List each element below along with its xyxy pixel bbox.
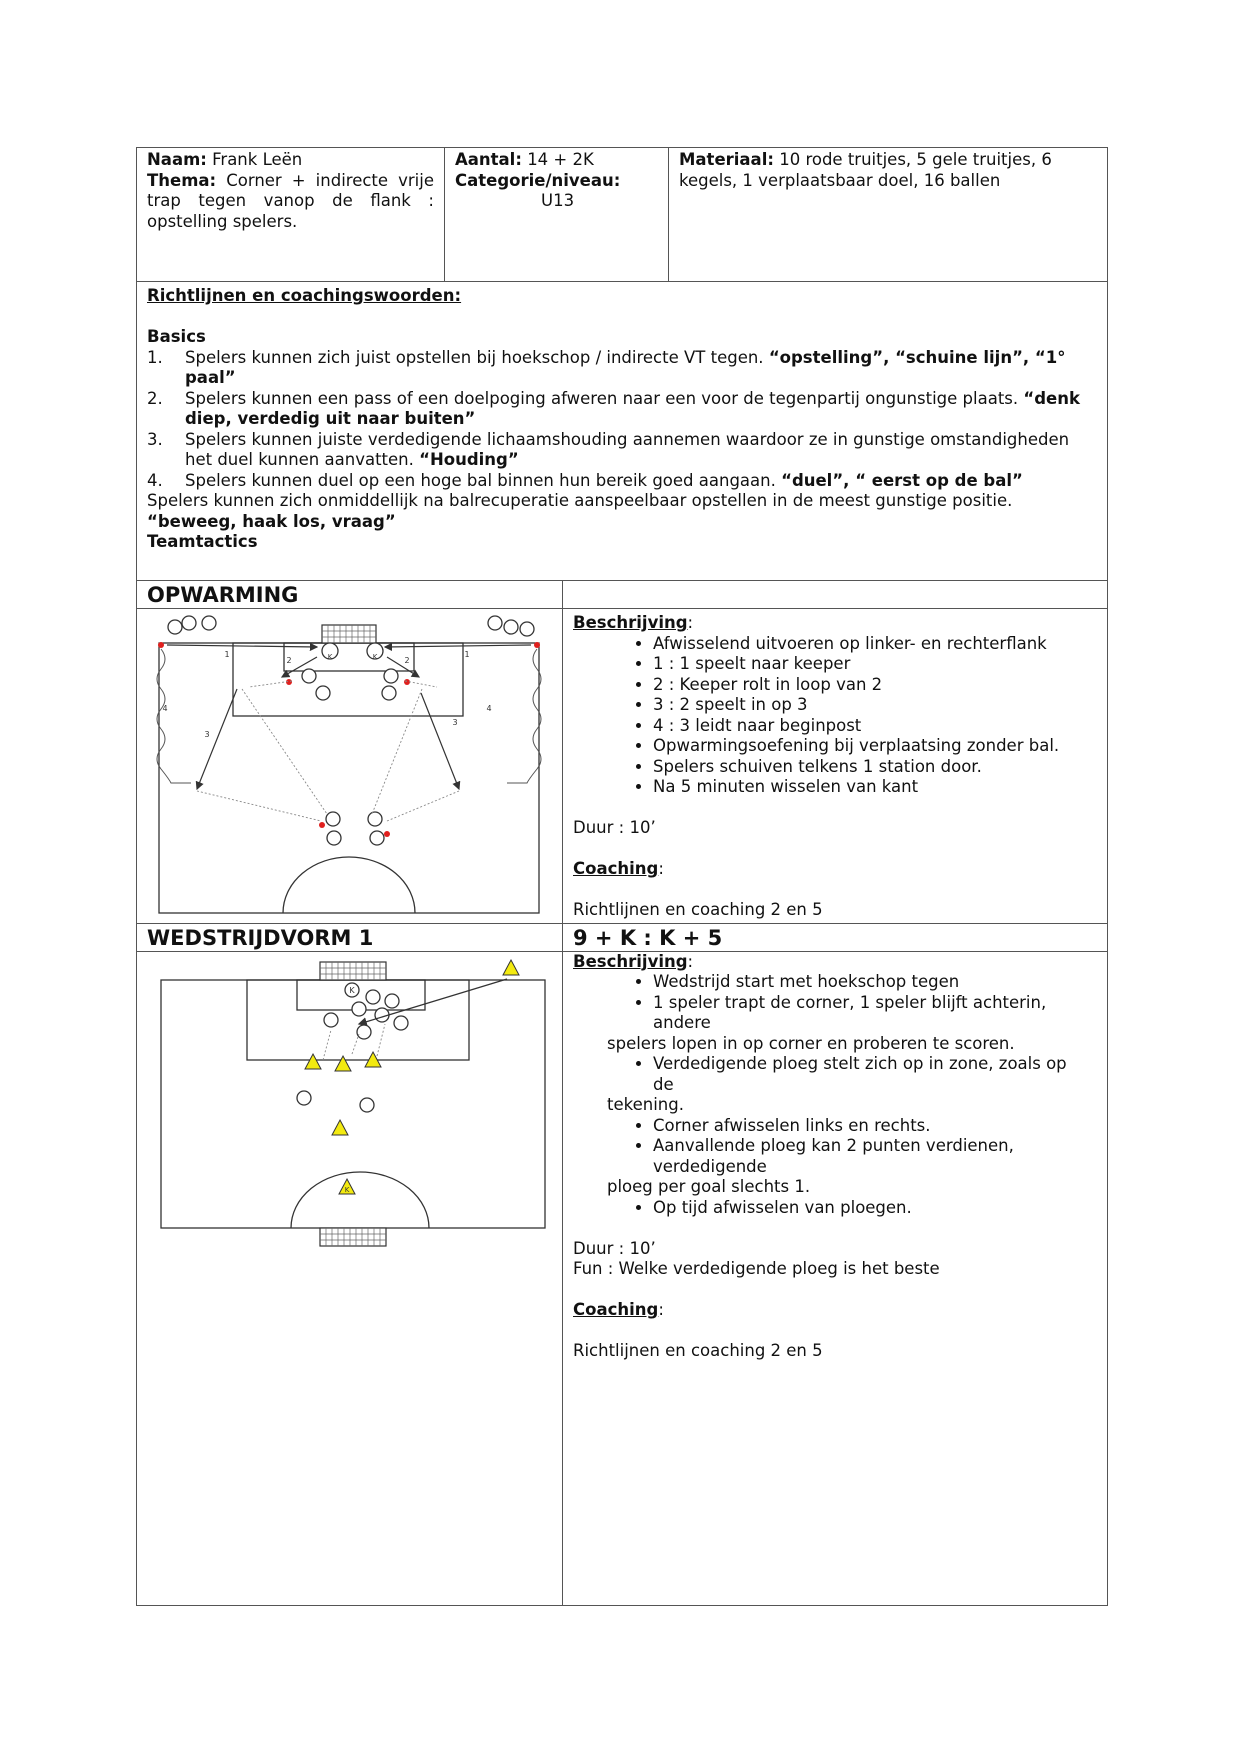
- wedstrijdvorm-fun: Fun : Welke verdedigende ploeg is het beste: [573, 1259, 940, 1278]
- opwarming-duur: Duur : 10’: [573, 818, 656, 837]
- wedstrijdvorm-bullets: [593, 972, 1097, 1034]
- list-item: • 4 : 3 leidt naar beginpost: [653, 716, 1097, 737]
- goal-net-icon: [320, 1228, 386, 1246]
- list-item: • Verdedigende ploeg stelt zich op in zone, zoals op de: [653, 1054, 1097, 1095]
- svg-text:2: 2: [286, 656, 292, 665]
- list-item: • Wedstrijd start met hoekschop tegen: [653, 972, 1097, 993]
- centre-circle: [283, 857, 415, 913]
- coaching-label: Coaching: [573, 1300, 659, 1319]
- categorie-value: U13: [541, 191, 575, 210]
- basics-item: 3. Spelers kunnen juiste verdedigende lichaamshouding aannemen waardoor ze in gunstige omstandigheden het duel kunnen aanvatten. “Houding”: [147, 429, 1070, 469]
- cones: [305, 960, 519, 1194]
- penalty-area: [233, 643, 463, 716]
- svg-text:2: 2: [404, 656, 410, 665]
- basics-list: [147, 348, 1097, 492]
- svg-text:K: K: [344, 1185, 350, 1194]
- list-item: • Corner afwisselen links en rechts.: [653, 1116, 1097, 1137]
- wedstrijdvorm-format: 9 + K : K + 5: [563, 923, 1108, 951]
- coaching-label: Coaching: [573, 859, 659, 878]
- wedstrijdvorm-diagram-cell: [137, 951, 563, 1605]
- guidelines-title: Richtlijnen en coachingswoorden:: [147, 286, 462, 305]
- svg-text:3: 3: [204, 730, 210, 739]
- opwarming-diagram: [137, 609, 561, 917]
- list-item: • Opwarmingsoefening bij verplaatsing zonder bal.: [653, 736, 1097, 757]
- wedstrijdvorm-diagram: [137, 952, 561, 1252]
- wedstrijdvorm-bullets: [593, 1054, 1097, 1095]
- svg-text:1: 1: [464, 650, 470, 659]
- materiaal-label: Materiaal:: [679, 150, 774, 169]
- list-item: • 1 : 1 speelt naar keeper: [653, 654, 1097, 675]
- wedstrijdvorm-title-row: [137, 923, 1108, 951]
- svg-text:4: 4: [486, 704, 492, 713]
- goal-net-icon: [320, 962, 386, 980]
- wedstrijdvorm-row: [137, 951, 1108, 1605]
- goal-net-icon: [322, 625, 376, 643]
- wedstrijdvorm-text-cell: Beschrijving: • Wedstrijd start met hoekschop tegen • 1 speler trapt de corner, 1 speler blijft achterin, andere spelers lopen in op corner en proberen te scoren. • Verdedigende ploeg stelt zich op in zone, zoals op de tekening. • Corner afwisselen links en rechts. • Aanvallende ploeg kan 2 punten verdienen, verdedigende ploeg per goal slechts 1. • Op tijd afwisselen van ploegen. Duur : 10’ Fun : Welke verdedigende ploeg is het beste Coaching: Richtlijnen en coaching 2 en 5: [563, 951, 1108, 1605]
- extra-text: Spelers kunnen zich onmiddellijk na balrecuperatie aanspeelbaar opstellen in de meest gunstige positie.: [147, 491, 1013, 510]
- thema-value: Corner + indirecte vrije trap tegen vanop de flank : opstelling spelers.: [147, 170, 434, 231]
- opwarming-title: OPWARMING: [137, 581, 563, 609]
- document: [136, 147, 1107, 1606]
- centre-circle: [291, 1172, 429, 1228]
- aantal-cell: [445, 148, 669, 282]
- naam-label: Naam:: [147, 150, 207, 169]
- wedstrijdvorm-duur: Duur : 10’: [573, 1238, 656, 1258]
- list-continuation: spelers lopen in op corner en proberen te scoren.: [607, 1033, 1015, 1053]
- wedstrijdvorm-coaching-text: Richtlijnen en coaching 2 en 5: [573, 1341, 823, 1360]
- opwarming-title-row: [137, 581, 1108, 609]
- opwarming-text-cell: Beschrijving: • Afwisselend uitvoeren op linker- en rechterflank • 1 : 1 speelt naar keeper • 2 : Keeper rolt in loop van 2 • 3 : 2 speelt in op 3 • 4 : 3 leidt naar beginpost • Opwarmingsoefening bij verplaatsing zonder bal. • Spelers schuiven telkens 1 station door. • Na 5 minuten wisselen van kant Duur : 10’ Coaching: Richtlijnen en coaching 2 en 5: [563, 609, 1108, 924]
- teamtactics-heading: Teamtactics: [147, 532, 258, 551]
- list-item: • Na 5 minuten wisselen van kant: [653, 777, 1097, 798]
- list-item: • 1 speler trapt de corner, 1 speler blijft achterin, andere: [653, 993, 1097, 1034]
- list-item: • Afwisselend uitvoeren op linker- en rechterflank: [653, 634, 1097, 655]
- list-item: • Spelers schuiven telkens 1 station door.: [653, 757, 1097, 778]
- basics-heading: Basics: [147, 327, 206, 346]
- categorie-label: Categorie/niveau:: [455, 170, 621, 190]
- svg-text:4: 4: [162, 704, 168, 713]
- svg-text:1: 1: [224, 650, 230, 659]
- aantal-value: 14 + 2K: [527, 150, 594, 169]
- header-row: [137, 148, 1108, 282]
- list-item: • 3 : 2 speelt in op 3: [653, 695, 1097, 716]
- aantal-label: Aantal:: [455, 150, 522, 169]
- basics-item: 1. Spelers kunnen zich juist opstellen bij hoekschop / indirecte VT tegen. “opstelling”, “schuine lijn”, “1° paal”: [147, 347, 1066, 387]
- basics-item: 2. Spelers kunnen een pass of een doelpoging afweren naar een voor de tegenpartij ongunstige plaats. “denk diep, verdedig uit naar buiten”: [147, 388, 1080, 428]
- beschrijving-label: Beschrijving: [573, 613, 688, 632]
- opwarming-row: [137, 609, 1108, 924]
- basics-item: 4. Spelers kunnen duel op een hoge bal binnen hun bereik goed aangaan. “duel”, “ eerst op de bal”: [147, 470, 1023, 490]
- svg-text:K: K: [349, 985, 355, 995]
- opwarming-bullets: [593, 634, 1097, 798]
- svg-text:3: 3: [452, 718, 458, 727]
- list-continuation: ploeg per goal slechts 1.: [607, 1177, 811, 1196]
- opwarming-title-right: [563, 581, 1108, 609]
- list-continuation: tekening.: [607, 1095, 684, 1114]
- list-item: • Aanvallende ploeg kan 2 punten verdienen, verdedigende: [653, 1136, 1097, 1177]
- naam-thema-cell: [137, 148, 445, 282]
- materiaal-value: 10 rode truitjes, 5 gele truitjes, 6 kegels, 1 verplaatsbaar doel, 16 ballen: [679, 150, 1052, 190]
- wedstrijdvorm-title: WEDSTRIJDVORM 1: [137, 923, 563, 951]
- extra-bold: “beweeg, haak los, vraag”: [147, 511, 396, 531]
- wedstrijdvorm-bullets: [593, 1198, 1097, 1219]
- list-item: • Op tijd afwisselen van ploegen.: [653, 1198, 1097, 1219]
- opwarming-coaching-text: Richtlijnen en coaching 2 en 5: [573, 900, 823, 919]
- guidelines-cell: [137, 282, 1108, 581]
- pitch-outline: [159, 643, 539, 913]
- training-sheet-table: [136, 147, 1108, 1606]
- naam-value: Frank Leën: [212, 150, 303, 169]
- beschrijving-label: Beschrijving: [573, 951, 688, 971]
- svg-text:K: K: [327, 653, 333, 661]
- wedstrijdvorm-bullets: [593, 1116, 1097, 1178]
- svg-text:K: K: [372, 653, 378, 661]
- thema-label: Thema:: [147, 170, 217, 190]
- guidelines-row: [137, 282, 1108, 581]
- list-item: • 2 : Keeper rolt in loop van 2: [653, 675, 1097, 696]
- opwarming-diagram-cell: [137, 609, 563, 924]
- materiaal-cell: [669, 148, 1108, 282]
